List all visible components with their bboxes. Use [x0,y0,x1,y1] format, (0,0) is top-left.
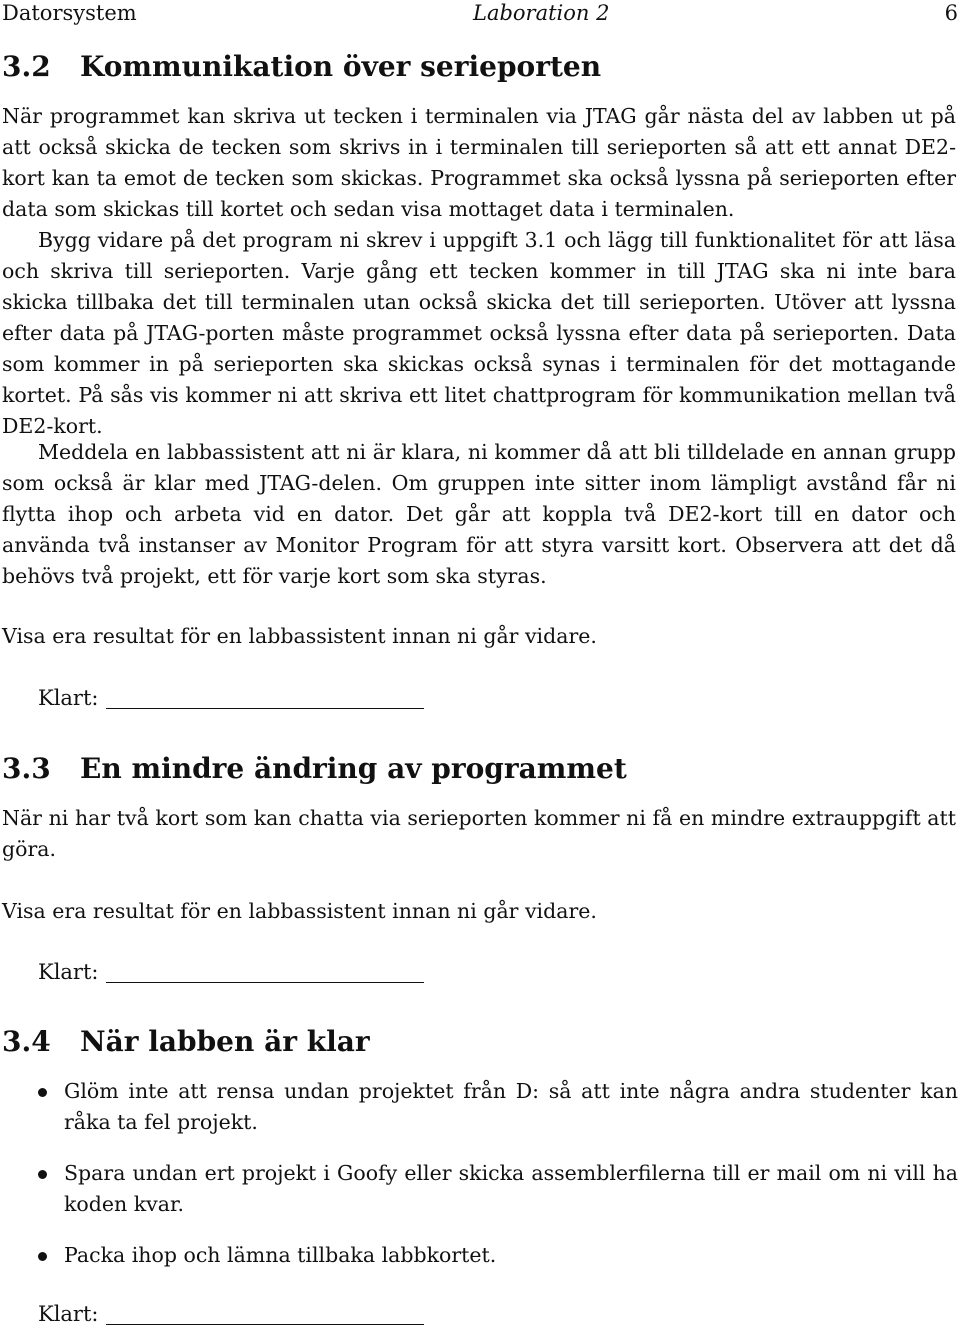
paragraph: Visa era resultat för en labbassistent innan ni går vidare. [2,624,597,648]
paragraph [2,437,956,592]
paragraph: När programmet kan skriva ut tecken i terminalen via JTAG går nästa del av labben ut på att också skicka de tecken som skrivs in i terminalen till serieporten så att ett annat DE2-kort kan ta emot de tecken som skickas. Programmet ska också lyssna på serieporten efter data som skickas till kortet och sedan visa mottaget data i terminalen. [2,104,956,221]
section-number: 3.2 [2,50,51,83]
signoff-blank [106,1323,424,1325]
paragraph-text: Meddela en labbassistent att ni är klara, ni kommer då att bli tilldelade en annan grupp som också är klar med JTAG-delen. Om gruppen inte sitter inom lämpligt avstånd får ni flytta ihop och arbeta vid en dator. Det går att koppla två DE2-kort till en dator och använda två instanser av Monitor Program för att styra varsitt kort. Observera att det då behövs två projekt, ett för varje kort som ska styras. [2,440,956,588]
signoff-label: Klart: [38,1302,99,1326]
section-heading-3-2 [2,50,601,84]
signoff-label: Klart: [38,960,99,984]
header-lab-title: Laboration 2 [473,1,610,25]
signoff-line [38,684,424,712]
paragraph: Visa era resultat för en labbassistent innan ni går vidare. [2,899,597,923]
bullet-icon [38,1088,47,1097]
section-number: 3.3 [2,752,51,785]
signoff-blank [106,981,424,983]
list-item-text: Packa ihop och lämna tillbaka labbkortet. [64,1243,497,1267]
section-heading-3-3 [2,752,627,786]
paragraph [2,225,956,442]
signoff-line [38,1300,424,1328]
bullet-icon [38,1170,47,1179]
signoff-line [38,958,424,986]
signoff-blank [106,707,424,709]
section-title: En mindre ändring av programmet [80,752,627,785]
list-item-text: Spara undan ert projekt i Goofy eller skicka assemblerfilerna till er mail om ni vill ha koden kvar. [64,1161,958,1216]
section-heading-3-4 [2,1025,370,1059]
bullet-icon [38,1252,47,1261]
signoff-label: Klart: [38,686,99,710]
header-page-number: 6 [944,1,958,25]
page-header [0,0,960,28]
list-item-text: Glöm inte att rensa undan projektet från D: så att inte några andra studenter kan råka ta fel projekt. [64,1079,958,1134]
section-title: När labben är klar [80,1025,370,1058]
paragraph-text: Bygg vidare på det program ni skrev i uppgift 3.1 och lägg till funktionalitet för att läsa och skriva till serieporten. Varje gång ett tecken kommer in till JTAG ska ni inte bara skicka tillbaka det till terminalen utan också skicka det till serieporten. Utöver att lyssna efter data på JTAG-porten måste programmet också lyssna efter data på serieporten. Data som kommer in på serieporten ska skickas också synas i terminalen för det mottagande kortet. På sås vis kommer ni att skriva ett litet chattprogram för kommunikation mellan två DE2-kort. [2,228,956,438]
section-number: 3.4 [2,1025,51,1058]
section-title: Kommunikation över serieporten [80,50,602,83]
paragraph: När ni har två kort som kan chatta via serieporten kommer ni få en mindre extrauppgift att göra. [2,806,956,861]
header-course-title: Datorsystem [2,1,137,25]
